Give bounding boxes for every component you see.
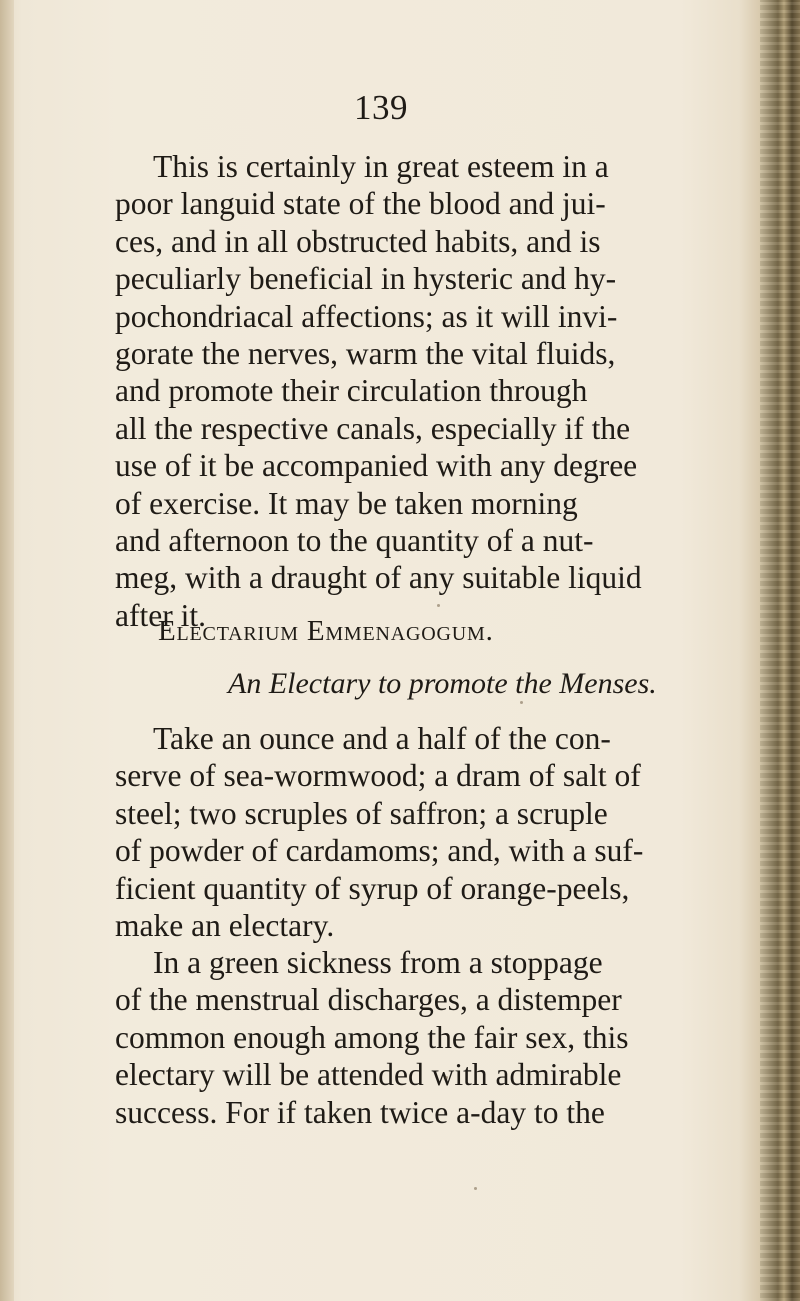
paragraph-line: Take an ounce and a half of the con-	[153, 721, 611, 756]
section-heading: Electarium Emmenagogum.	[158, 615, 494, 647]
paragraph-line: In a green sickness from a stoppage	[153, 945, 603, 980]
page-right-edge	[760, 0, 800, 1301]
paragraph-line: pochondriacal affections; as it will invi-	[115, 298, 618, 334]
paragraph-line: and afternoon to the quantity of a nut-	[115, 523, 594, 559]
paragraph-line: ficient quantity of syrup of orange-peels,	[115, 870, 630, 906]
paragraph-line: poor languid state of the blood and jui-	[115, 186, 606, 222]
paper-spot	[474, 1187, 477, 1190]
section-subheading: An Electary to promote the Menses.	[228, 667, 657, 700]
paragraph-line: use of it be accompanied with any degree	[115, 448, 638, 484]
paragraph-line: after it.	[115, 597, 206, 633]
paragraph-line: of exercise. It may be taken morning	[115, 485, 578, 521]
recipe-paragraph	[115, 720, 670, 944]
paragraph-line: peculiarly beneficial in hysteric and hy-	[115, 261, 617, 297]
opening-paragraph	[115, 148, 670, 634]
paragraph-line: all the respective canals, especially if the	[115, 410, 631, 446]
paragraph-line: of the menstrual discharges, a distemper	[115, 982, 622, 1018]
paragraph-line: success. For if taken twice a-day to the	[115, 1094, 605, 1130]
paragraph-line: meg, with a draught of any suitable liquid	[115, 560, 642, 596]
paragraph-line: and promote their circulation through	[115, 373, 588, 409]
usage-paragraph	[115, 944, 670, 1131]
paragraph-line: serve of sea-wormwood; a dram of salt of	[115, 758, 641, 794]
page-left-edge	[0, 0, 14, 1301]
paragraph-line: steel; two scruples of saffron; a scruple	[115, 795, 608, 831]
paragraph-line: This is certainly in great esteem in a	[153, 149, 609, 184]
paper-spot	[437, 604, 440, 607]
paper-spot	[520, 701, 523, 704]
paragraph-line: electary will be attended with admirable	[115, 1057, 622, 1093]
paper-spot	[445, 1076, 448, 1079]
paragraph-line: make an electary.	[115, 908, 335, 944]
paragraph-line: common enough among the fair sex, this	[115, 1019, 629, 1055]
page-number: 139	[354, 88, 408, 127]
paragraph-line: gorate the nerves, warm the vital fluids,	[115, 336, 616, 372]
paper-spot	[424, 586, 427, 589]
paragraph-line: ces, and in all obstructed habits, and is	[115, 223, 601, 259]
paragraph-line: of powder of cardamoms; and, with a suf-	[115, 833, 644, 869]
